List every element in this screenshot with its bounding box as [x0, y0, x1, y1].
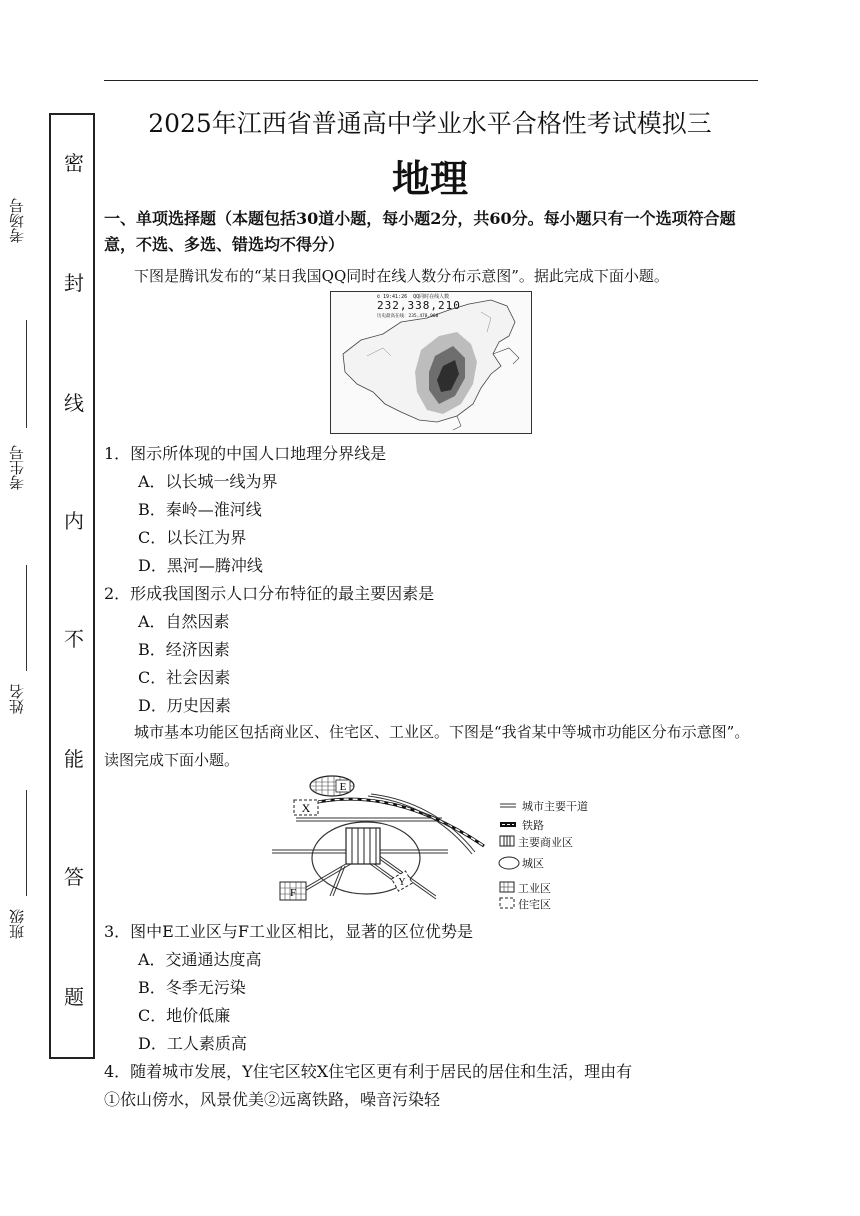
question-3-option-b: B．冬季无污染 — [138, 978, 246, 997]
question-2-option-a: A．自然因素 — [138, 612, 230, 631]
name-field — [6, 565, 46, 725]
top-rule — [104, 80, 758, 81]
label-y: Y — [398, 877, 406, 888]
seal-char: 能 — [64, 747, 84, 771]
city-function-diagram — [272, 774, 612, 914]
question-4-statements: ①依山傍水，风景优美②远离铁路，噪音污染轻 — [104, 1090, 441, 1109]
map-time: © 19:41:26 — [377, 294, 408, 300]
question-1-stem: 1．图示所体现的中国人口地理分界线是 — [104, 444, 387, 463]
question-1-option-c: C．以长江为界 — [138, 528, 247, 547]
candidate-number-field — [6, 320, 46, 500]
question-2-option-b: B．经济因素 — [138, 640, 230, 659]
qq-online-map — [330, 291, 532, 434]
question-3-option-c: C．地价低廉 — [138, 1006, 231, 1025]
question-2-option-d: D．历史因素 — [138, 696, 231, 715]
question-2-stem: 2．形成我国图示人口分布特征的最主要因素是 — [104, 584, 435, 603]
main-road — [368, 796, 472, 854]
history-peak: 历史最高在线：235,478,960 — [377, 314, 439, 319]
label-x: X — [301, 801, 311, 815]
seal-char: 答 — [64, 865, 84, 889]
seal-char: 不 — [64, 627, 84, 651]
class-field — [6, 790, 46, 960]
intro-paragraph-1: 下图是腾讯发布的“某日我国QQ同时在线人数分布示意图”。据此完成下面小题。 — [134, 267, 669, 285]
question-2-option-c: C．社会因素 — [138, 668, 231, 687]
name-label: 姓名 — [8, 684, 26, 714]
question-1-option-a: A．以长城一线为界 — [138, 472, 278, 491]
railway-line — [308, 799, 484, 846]
intro-paragraph-2: 城市基本功能区包括商业区、住宅区、工业区。下图是“我省某中等城市功能区分布示意图”。读图完成下面小题。 — [104, 723, 750, 769]
question-1-option-d: D．黑河—腾冲线 — [138, 556, 263, 575]
map-header-label: QQ同时在线人数 — [413, 294, 450, 300]
question-4-stem: 4．随着城市发展，Y住宅区较X住宅区更有利于居民的居住和生活，理由有 — [104, 1062, 633, 1081]
candidate-number-label: 考生号 — [8, 445, 26, 491]
legend-commercial: 主要商业区 — [518, 836, 573, 849]
legend-main-road: 城市主要干道 — [522, 800, 588, 813]
legend-residential: 住宅区 — [518, 898, 551, 911]
label-e: E — [339, 781, 347, 793]
question-3-option-a: A．交通通达度高 — [138, 950, 262, 969]
question-1-option-b: B．秦岭—淮河线 — [138, 500, 262, 519]
seal-char: 内 — [64, 509, 84, 533]
question-3-stem: 3．图中E工业区与F工业区相比，显著的区位优势是 — [104, 922, 473, 941]
seal-char: 题 — [64, 985, 84, 1009]
subject-title: 地理 — [391, 157, 468, 201]
exam-title: 2025年江西省普通高中学业水平合格性考试模拟三 — [148, 109, 712, 138]
seal-char: 封 — [64, 271, 84, 295]
diagram-legend — [499, 800, 588, 911]
label-f: F — [289, 887, 297, 899]
exam-room-label: 考场号 — [8, 198, 26, 244]
seal-char: 线 — [64, 391, 84, 415]
seal-char: 密 — [64, 151, 84, 175]
class-label: 班级 — [8, 909, 26, 939]
section-heading: 一、单项选择题（本题包括30道小题，每小题2分，共60分。每小题只有一个选项符合题意，不选、多选、错选均不得分） — [104, 209, 736, 254]
online-count: 232,338,210 — [377, 299, 461, 312]
main-road — [298, 861, 356, 895]
candidate-number-line — [26, 320, 27, 428]
name-line — [26, 565, 27, 671]
seal-line-box — [49, 113, 95, 1059]
question-3-option-d: D．工人素质高 — [138, 1034, 247, 1053]
main-road — [330, 866, 342, 896]
class-line — [26, 790, 27, 896]
legend-city-area: 城区 — [522, 857, 544, 870]
commercial-district — [346, 828, 380, 864]
legend-railway: 铁路 — [522, 819, 544, 832]
legend-industrial: 工业区 — [518, 882, 551, 895]
